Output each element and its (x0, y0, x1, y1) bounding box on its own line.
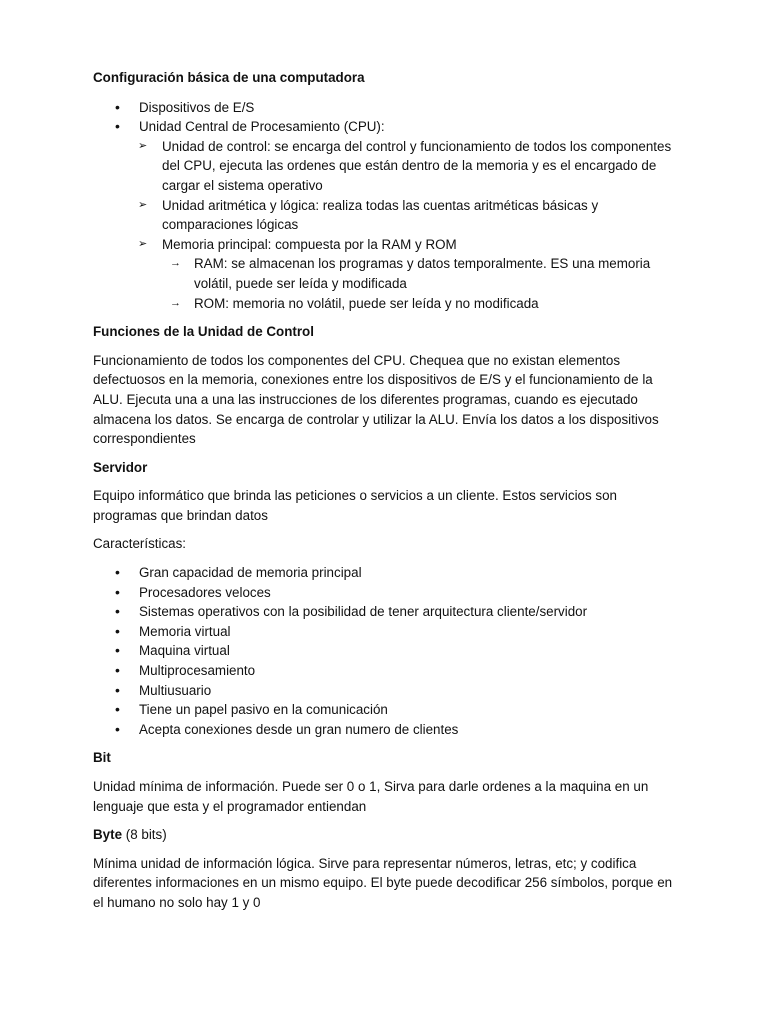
memory-type-text: ROM: memoria no volátil, puede ser leída y no modificada (194, 295, 539, 311)
list-item: • Memoria virtual (93, 622, 678, 642)
bit-paragraph: Unidad mínima de información. Puede ser 0 o 1, Sirva para darle ordenes a la maquina en un lenguaje que esta y el programador entiendan (93, 779, 649, 814)
cpu-item-label: Unidad Central de Procesamiento (CPU): (139, 119, 385, 135)
document-content (93, 68, 678, 913)
list-item: • Multiprocesamiento (93, 661, 678, 681)
arrowhead-bullet-icon: ➢ (138, 198, 148, 211)
arrowhead-bullet-icon: ➢ (138, 237, 148, 250)
right-arrow-icon: → (170, 257, 181, 270)
list-item: • Tiene un papel pasivo en la comunicación (93, 700, 678, 720)
cpu-part-text: Memoria principal: compuesta por la RAM y ROM (162, 236, 457, 252)
list-item: • Maquina virtual (93, 641, 678, 661)
list-item (93, 196, 678, 235)
right-arrow-icon: → (170, 296, 181, 309)
byte-paragraph: Mínima unidad de información lógica. Sirve para representar números, letras, etc; y codifica diferentes informaciones en un mismo equipo. El byte puede decodificar 256 símbolos, porque en el humano no solo hay 1 y 0 (93, 855, 673, 910)
byte-title: Byte (93, 827, 123, 843)
byte-heading (93, 825, 678, 845)
features-label: Características: (93, 536, 187, 552)
server-features-list (93, 563, 678, 739)
memory-types-list (93, 254, 678, 313)
list-item (93, 117, 678, 313)
list-item: • Dispositivos de E/S (93, 98, 678, 118)
list-item (93, 254, 678, 293)
memory-type-text: RAM: se almacenan los programas y datos temporalmente. ES una memoria volátil, puede ser leída y modificada (194, 256, 651, 291)
cpu-part-text: Unidad aritmética y lógica: realiza todas las cuentas aritméticas básicas y comparaciones lógicas (162, 197, 599, 233)
list-item: • Procesadores veloces (93, 583, 678, 603)
arrowhead-bullet-icon: ➢ (138, 139, 148, 152)
config-heading: Configuración básica de una computadora (93, 70, 365, 85)
list-item: • Multiusuario (93, 681, 678, 701)
list-item: • Gran capacidad de memoria principal (93, 563, 678, 583)
list-item: • Sistemas operativos con la posibilidad de tener arquitectura cliente/servidor (93, 602, 678, 622)
bit-heading: Bit (93, 750, 111, 766)
list-item (93, 235, 678, 313)
control-unit-paragraph: Funcionamiento de todos los componentes del CPU. Chequea que no existan elementos defectuosos en la memoria, conexiones entre los dispositivos de E/S y el funcionamiento de la ALU. Ejecuta una a una las instrucciones de los diferentes programas, cuando es ejecutado almacena los datos. Se encarga de controlar y utilizar la ALU. Envía los datos a los dispositivos correspondientes (93, 352, 659, 447)
control-unit-heading: Funciones de la Unidad de Control (93, 324, 314, 340)
cpu-part-text: Unidad de control: se encarga del control y funcionamiento de todos los componentes del CPU, ejecuta las ordenes que están dentro de la memoria y es el encargado de cargar el sistema operativo (162, 138, 672, 193)
server-paragraph: Equipo informático que brinda las peticiones o servicios a un cliente. Estos servicios son programas que brindan datos (93, 488, 617, 523)
byte-title-suffix: (8 bits) (122, 827, 167, 843)
list-item (93, 294, 678, 314)
cpu-parts-list (93, 137, 678, 313)
config-list (93, 98, 678, 314)
list-item (93, 137, 678, 196)
server-heading: Servidor (93, 459, 148, 475)
list-item: • Acepta conexiones desde un gran numero de clientes (93, 720, 678, 740)
